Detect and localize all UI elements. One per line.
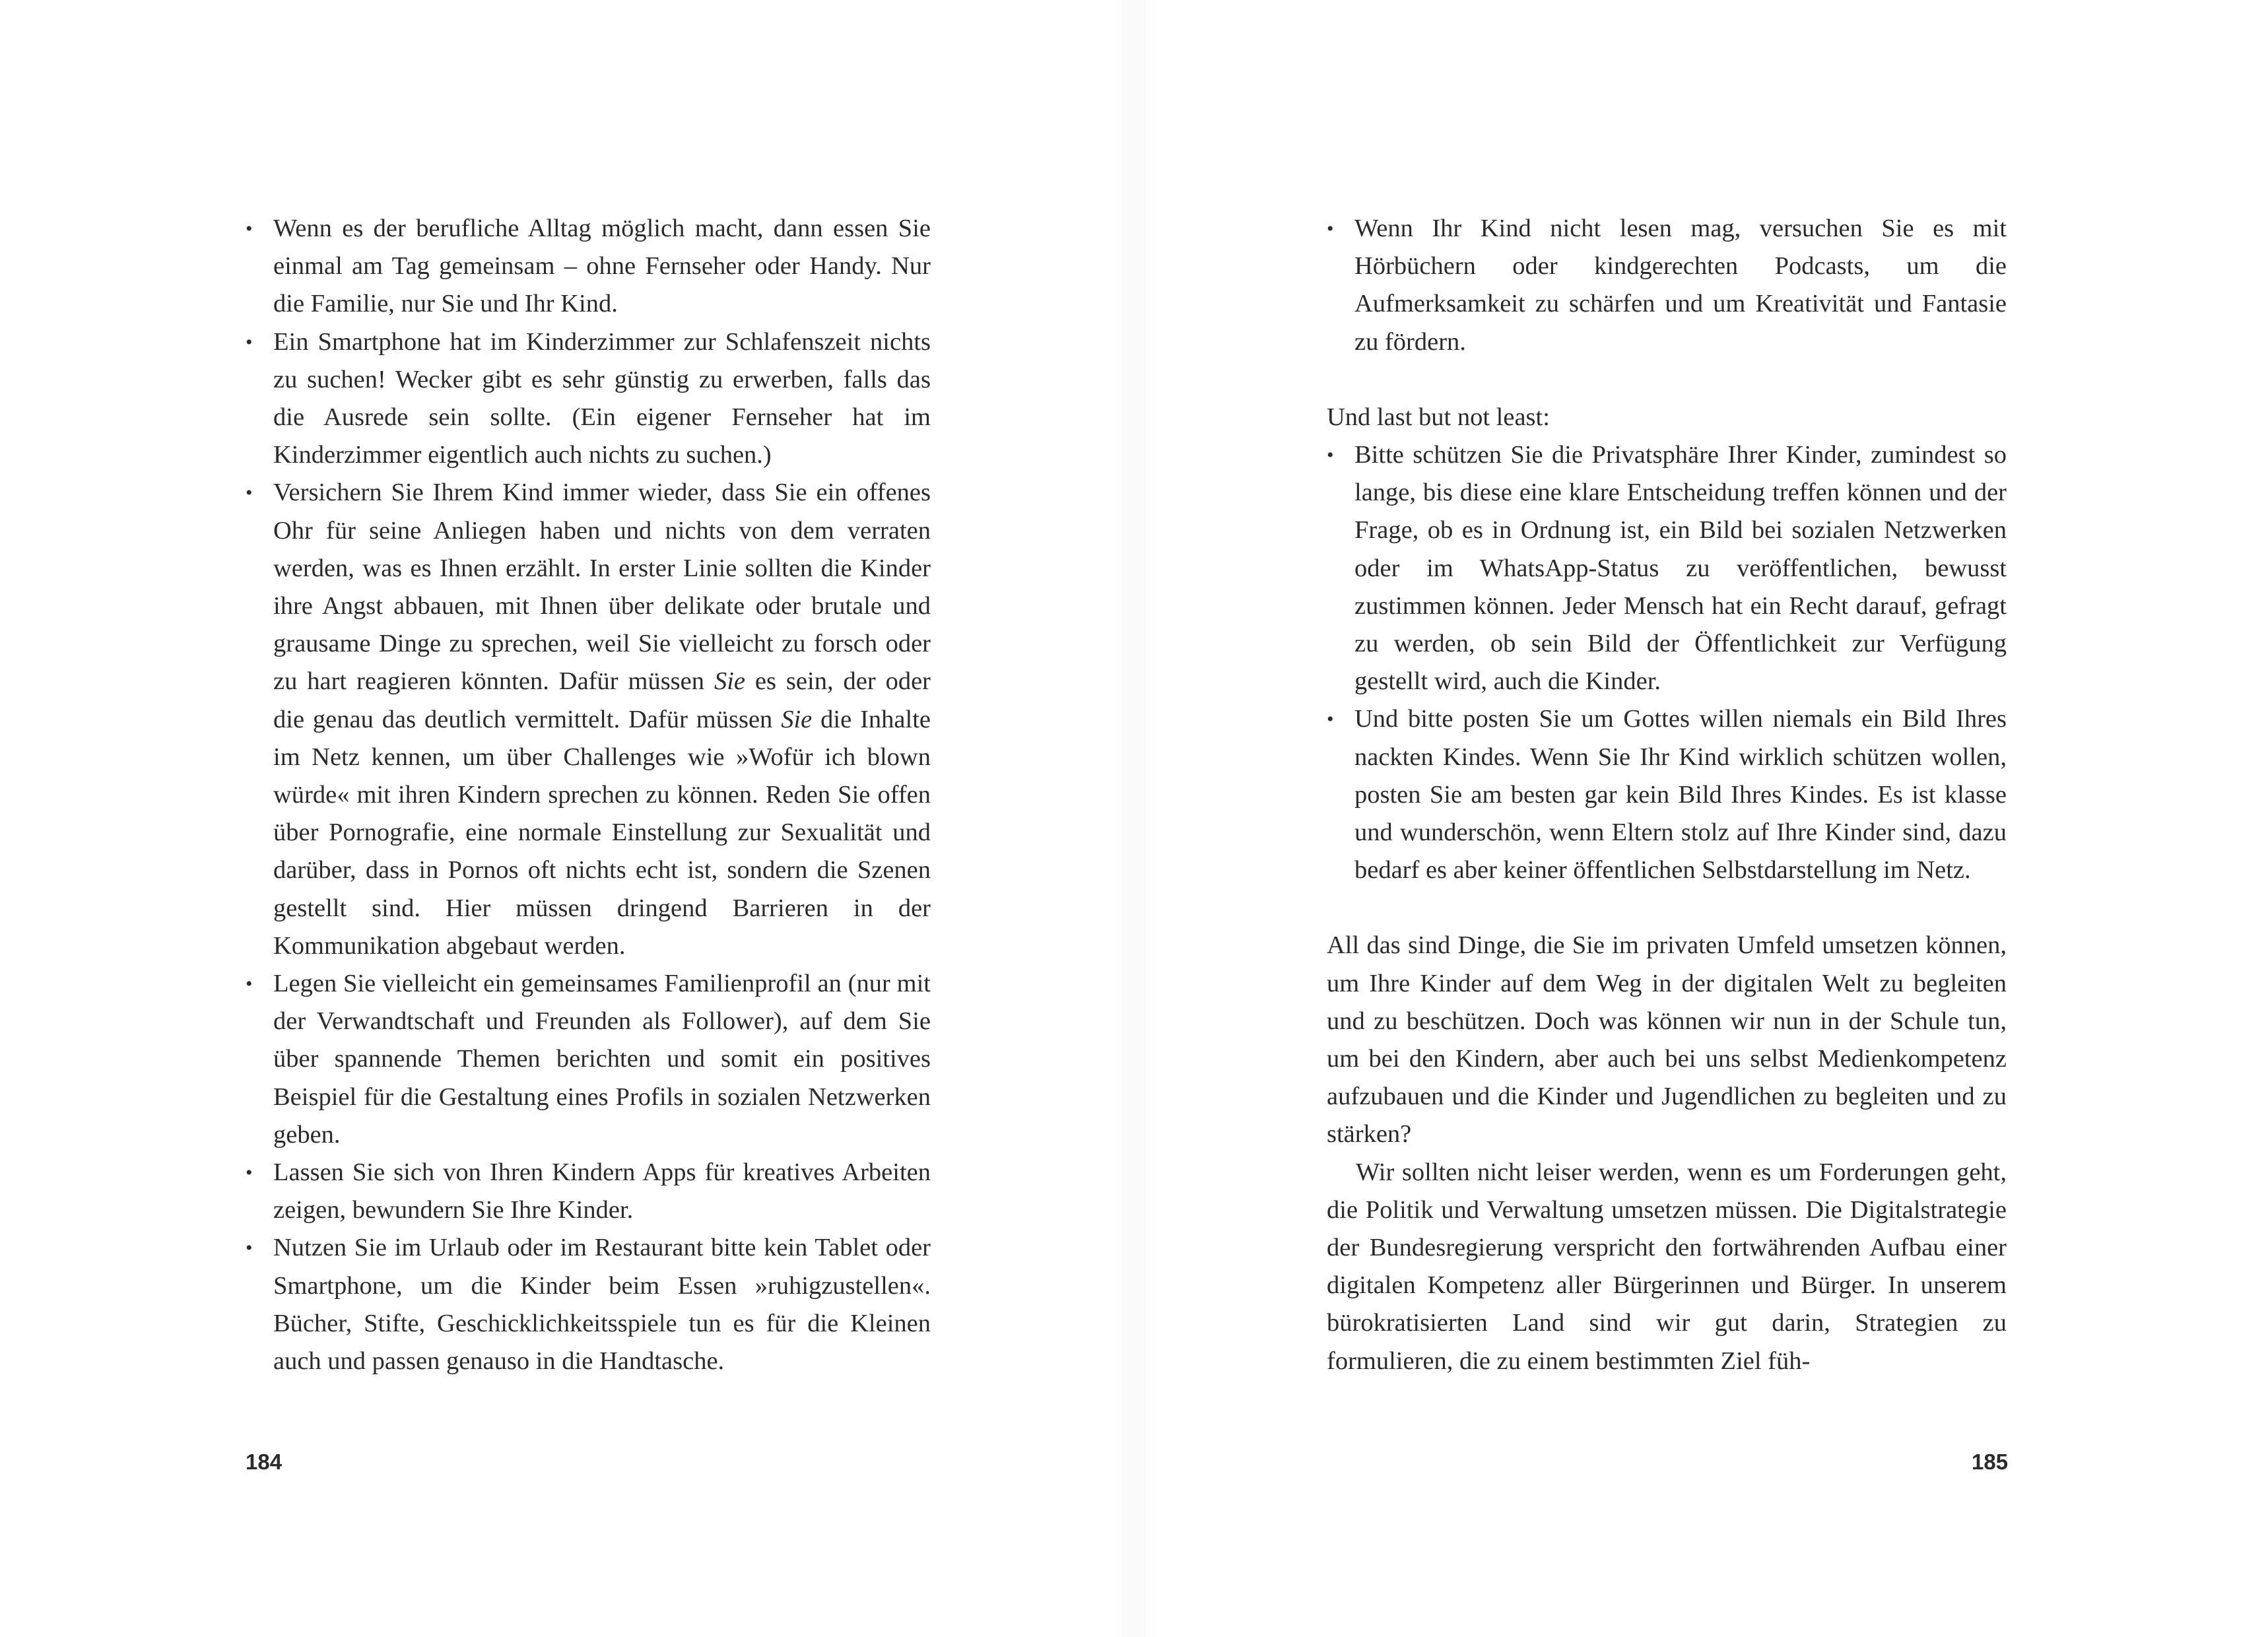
list-item-text: Wenn Ihr Kind nicht lesen mag, versuchen Sie es mit Hörbüchern oder kindgerechten Podcasts, um die Aufmerksamkeit zu schärfen und um Kreativität und Fantasie zu fördern.	[1354, 215, 2007, 356]
emphasis-text: Sie	[781, 705, 813, 733]
right-page	[1134, 0, 2268, 1637]
list-item	[246, 1229, 931, 1380]
book-gutter	[1114, 0, 1154, 1637]
bullet-icon: •	[246, 482, 253, 504]
right-bullet-list-bottom	[1327, 436, 2007, 889]
text-run: es sein, der oder die genau das deutlich vermittelt. Dafür müssen	[273, 667, 931, 733]
body-paragraph: All das sind Dinge, die Sie im privaten Umfeld umsetzen können, um Ihre Kinder auf dem Weg in der digitalen Welt zu begleiten und zu beschützen. Doch was können wir nun in der Schule tun, um bei den Kindern, aber auch bei uns selbst Medienkompetenz aufzubauen und die Kinder und Jugendlichen zu begleiten und zu stärken?	[1327, 931, 2007, 1149]
list-item-text: Lassen Sie sich von Ihren Kindern Apps für kreatives Arbeiten zeigen, bewundern Sie Ihre Kinder.	[273, 1158, 931, 1224]
list-item	[246, 1154, 931, 1229]
list-item-text: Und bitte posten Sie um Gottes willen niemals ein Bild Ihres nackten Kindes. Wenn Sie Ihr Kind wirklich schützen wollen, posten Sie am besten gar kein Bild Ihres Kindes. Es ist klasse und wunderschön, wenn Eltern stolz auf Ihre Kinder sind, dazu bedarf es aber keiner öffentlichen Selbstdarstellung im Netz.	[1354, 705, 2007, 885]
page-number: 184	[246, 1450, 283, 1474]
left-page-text	[246, 210, 931, 1380]
section-spacer	[1327, 889, 2007, 927]
list-item-text	[273, 479, 931, 959]
left-bullet-list	[246, 210, 931, 1380]
right-bullet-list-top	[1327, 210, 2007, 361]
page-number: 185	[1972, 1450, 2009, 1474]
section-spacer	[1327, 361, 2007, 399]
text-run: Versichern Sie Ihrem Kind immer wieder, dass Sie ein offenes Ohr für seine Anliegen haben und nichts von dem verraten werden, was es Ihnen erzählt. In erster Linie sollten die Kinder ihre Angst abbauen, mit Ihnen über delikate oder brutale und grausame Dinge zu sprechen, weil Sie vielleicht zu forsch oder zu hart reagieren könnten. Dafür müssen	[273, 479, 931, 696]
list-item	[246, 323, 931, 475]
bullet-icon: •	[246, 1237, 253, 1259]
list-item-text: Nutzen Sie im Urlaub oder im Restaurant bitte kein Tablet oder Smartphone, um die Kinder beim Essen »ruhigzustellen«. Bücher, Stifte, Geschicklichkeitsspiele tun es für die Kleinen auch und passen genauso in die Handtasche.	[273, 1234, 931, 1376]
bullet-icon: •	[1327, 708, 1334, 731]
list-item-text: Wenn es der berufliche Alltag möglich macht, dann essen Sie einmal am Tag gemeinsam – ohne Fernseher oder Handy. Nur die Familie, nur Sie und Ihr Kind.	[273, 215, 931, 318]
list-item-text: Legen Sie vielleicht ein gemeinsames Familienprofil an (nur mit der Verwandtschaft und Freunden als Follower), auf dem Sie über spannende Themen berichten und somit ein positives Beispiel für die Gestaltung eines Profils in sozialen Netzwerken geben.	[273, 970, 931, 1149]
list-intro: Und last but not least:	[1327, 403, 1550, 431]
right-page-text	[1327, 210, 2007, 1380]
list-item	[246, 474, 931, 965]
list-item	[1327, 700, 2007, 889]
body-paragraph: Wir sollten nicht leiser werden, wenn es um Forderungen geht, die Politik und Verwaltung umsetzen müssen. Die Digitalstrategie der Bundesregierung verspricht den fortwährenden Aufbau einer digitalen Kompetenz aller Bürgerinnen und Bürger. In unserem bürokratisierten Land sind wir gut darin, Strategien zu formulieren, die zu einem bestimmten Ziel füh-	[1327, 1158, 2007, 1375]
list-item	[246, 965, 931, 1154]
list-item-text: Bitte schützen Sie die Privatsphäre Ihrer Kinder, zumindest so lange, bis diese eine klare Entscheidung treffen können und der Frage, ob es in Ordnung ist, ein Bild bei sozialen Netzwerken oder im WhatsApp-Status zu veröffentlichen, bewusst zustimmen können. Jeder Mensch hat ein Recht darauf, gefragt zu werden, ob sein Bild der Öffentlichkeit zur Verfügung gestellt wird, auch die Kinder.	[1354, 441, 2007, 696]
bullet-icon: •	[246, 331, 253, 353]
bullet-icon: •	[1327, 218, 1334, 240]
list-item-text: Ein Smartphone hat im Kinderzimmer zur Schlafenszeit nichts zu suchen! Wecker gibt es sehr günstig zu erwerben, falls das die Ausrede sein sollte. (Ein eigener Fernseher hat im Kinderzimmer eigentlich auch nichts zu suchen.)	[273, 327, 931, 469]
text-run: die Inhalte im Netz kennen, um über Challenges wie »Wofür ich blown würde« mit ihren Kindern sprechen zu können. Reden Sie offen über Pornografie, eine normale Einstellung zur Sexualität und darüber, dass in Pornos oft nichts echt ist, sondern die Szenen gestellt sind. Hier müssen dringend Barrieren in der Kommunikation abgebaut werden.	[273, 705, 931, 960]
bullet-icon: •	[246, 218, 253, 240]
bullet-icon: •	[1327, 444, 1334, 467]
bullet-icon: •	[246, 973, 253, 995]
list-item	[1327, 436, 2007, 700]
emphasis-text: Sie	[714, 667, 745, 696]
list-item	[1327, 210, 2007, 361]
list-item	[246, 210, 931, 323]
bullet-icon: •	[246, 1162, 253, 1184]
